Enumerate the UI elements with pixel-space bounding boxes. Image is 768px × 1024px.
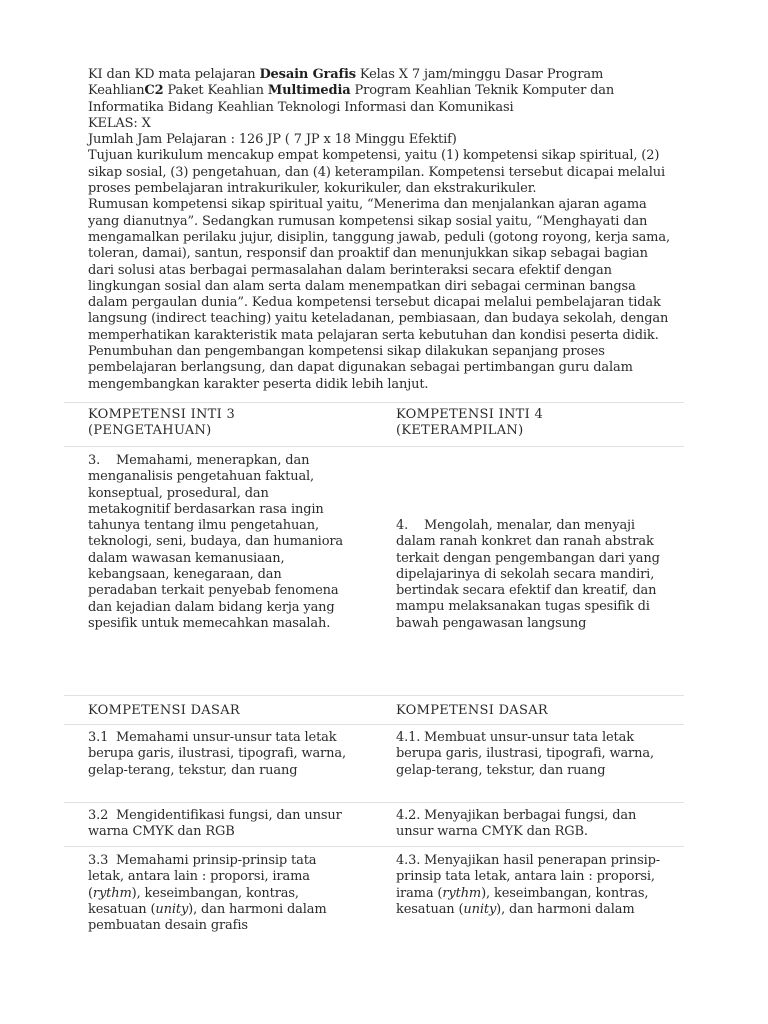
item-number: 4.2.: [396, 808, 421, 823]
header-text: (KETERAMPILAN): [396, 423, 524, 439]
item-number: 4.3.: [396, 853, 421, 868]
cell-text: Membuat unsur-unsur tata letak berupa garis, ilustrasi, tipografi, warna, gelap-terang, tekstur, dan ruang: [396, 730, 654, 778]
header-text: (PENGETAHUAN): [88, 423, 212, 439]
cell-text: Memahami prinsip-prinsip tata letak, antara lain : proporsi, irama (: [88, 853, 317, 901]
cell-text: Menyajikan hasil penerapan prinsip-prinsip tata letak, antara lain : proporsi, irama (: [396, 853, 661, 901]
item-number: 3.2: [88, 808, 109, 823]
paragraph-text: indirect teaching: [156, 311, 267, 327]
cell-text-italic: unity: [463, 901, 497, 917]
ki4-header: [396, 407, 664, 440]
c2-label: C2: [144, 83, 164, 99]
cell-text: ), keseimbangan, kontras, kesatuan (: [88, 885, 299, 917]
document-title: [88, 67, 672, 116]
paragraph-goals: Tujuan kurikulum mencakup empat kompetensi, yaitu (1) kompetensi sikap spiritual, (2) sikap sosial, (3) pengetahuan, dan (4) keterampilan. Kompetensi tersebut dicapai melalui proses pembelajaran intrakurikuler, kokurikuler, dan ekstrakurikuler.: [88, 148, 666, 197]
table-rule: [64, 846, 684, 847]
lesson-hours: Jumlah Jam Pelajaran : 126 JP ( 7 JP x 18 Minggu Efektif): [88, 132, 457, 148]
kd-4-2: [396, 808, 664, 841]
class-label: KELAS: X: [88, 115, 151, 131]
table-rule: [64, 802, 684, 803]
subject-name: Desain Grafis: [259, 67, 356, 82]
header-text: KOMPETENSI INTI 4: [396, 407, 544, 422]
item-number: 3.: [88, 453, 101, 468]
cell-text-italic: rythm: [442, 885, 482, 901]
title-text: Kelas X 7 jam/minggu Dasar Program Keahlian: [88, 67, 604, 99]
cell-text: ), dan harmoni dalam pembuatan desain grafis: [88, 901, 327, 934]
cell-text: Mengidentifikasi fungsi, dan unsur warna CMYK dan RGB: [88, 808, 342, 840]
cell-text-italic: rythm: [92, 885, 132, 901]
header-text: KOMPETENSI INTI 3: [88, 407, 236, 422]
paragraph-development: Penumbuhan dan pengembangan kompetensi sikap dilakukan sepanjang proses pembelajaran berlangsung, dan dapat digunakan sebagai pertimbangan guru dalam mengembangkan karakter peserta didik lebih lanjut.: [88, 344, 633, 392]
paragraph-text: ) yaitu keteladanan, pembiasaan, dan budaya sekolah, dengan memperhatikan karakteristik mata pelajaran serta kebutuhan dan kondisi peserta didik.: [88, 311, 669, 343]
cell-text: Mengolah, menalar, dan menyaji dalam ranah konkret dan ranah abstrak terkait dengan pengembangan dari yang dipelajarinya di sekolah secara mandiri, bertindak secara efektif dan kreatif, dan mampu melaksanakan tugas spesifik di bawah pengawasan langsung: [396, 518, 660, 631]
cell-text: Menyajikan berbagai fungsi, dan unsur warna CMYK dan RGB.: [396, 808, 637, 840]
title-text: KI dan KD mata pelajaran: [88, 67, 260, 82]
cell-text: Memahami, menerapkan, dan menganalisis pengetahuan faktual, konseptual, prosedural, dan metakognitif berdasarkan rasa ingin tahunya tentang ilmu pengetahuan, teknologi, seni, budaya, dan humaniora dalam wawasan kemanusiaan, kebangsaan, kenegaraan, dan peradaban terkait penyebab fenomena dan kejadian dalam bidang kerja yang spesifik untuk memecahkan masalah.: [88, 453, 344, 631]
item-number: 3.3: [88, 853, 109, 868]
item-number: 4.1.: [396, 730, 421, 745]
kd-3-1: [88, 730, 350, 779]
ki3-header: [88, 407, 350, 440]
ki4-cell: [396, 518, 664, 632]
kd-3-3: [88, 853, 350, 934]
cell-text: Memahami unsur-unsur tata letak berupa garis, ilustrasi, tipografi, warna, gelap-terang, tekstur, dan ruang: [88, 730, 346, 778]
kd-3-2: [88, 808, 350, 841]
cell-text-italic: unity: [155, 901, 189, 917]
kd-header-left: KOMPETENSI DASAR: [88, 703, 240, 718]
package-name: Multimedia: [267, 83, 351, 99]
item-number: 4.: [396, 518, 409, 533]
title-text: Paket Keahlian: [163, 83, 268, 99]
kd-4-1: [396, 730, 664, 779]
kd-header-right: KOMPETENSI DASAR: [396, 703, 548, 718]
title-text: Program Keahlian Teknik Komputer dan Informatika Bidang Keahlian Teknologi Informasi dan Komunikasi: [88, 83, 615, 115]
paragraph-text: Rumusan kompetensi sikap spiritual yaitu, “Menerima dan menjalankan ajaran agama yang dianutnya”. Sedangkan rumusan kompetensi sikap sosial yaitu, “Menghayati dan mengamalkan perilaku jujur, disiplin, tanggung jawab, peduli (gotong royong, kerja sama, toleran, damai), santun, responsif dan proaktif dan menunjukkan sikap sebagai bagian dari solusi atas berbagai permasalahan dalam berinteraksi secara efektif dengan lingkungan sosial dan alam serta dalam menempatkan diri sebagai cerminan bangsa dalam pergaulan dunia”. Kedua kompetensi tersebut dicapai melalui pembelajaran tidak langsung (: [88, 197, 670, 327]
table-rule: [64, 724, 684, 725]
table-rule: [64, 446, 684, 447]
table-rule: [64, 695, 684, 696]
item-number: 3.1: [88, 730, 109, 745]
paragraph-attitude: [88, 197, 672, 344]
intro-section: [88, 67, 672, 393]
cell-text: ), keseimbangan, kontras, kesatuan (: [396, 885, 649, 917]
cell-text: ), dan harmoni dalam: [496, 901, 635, 917]
ki3-cell: [88, 453, 350, 632]
kd-4-3: [396, 853, 664, 918]
table-rule: [64, 402, 684, 403]
